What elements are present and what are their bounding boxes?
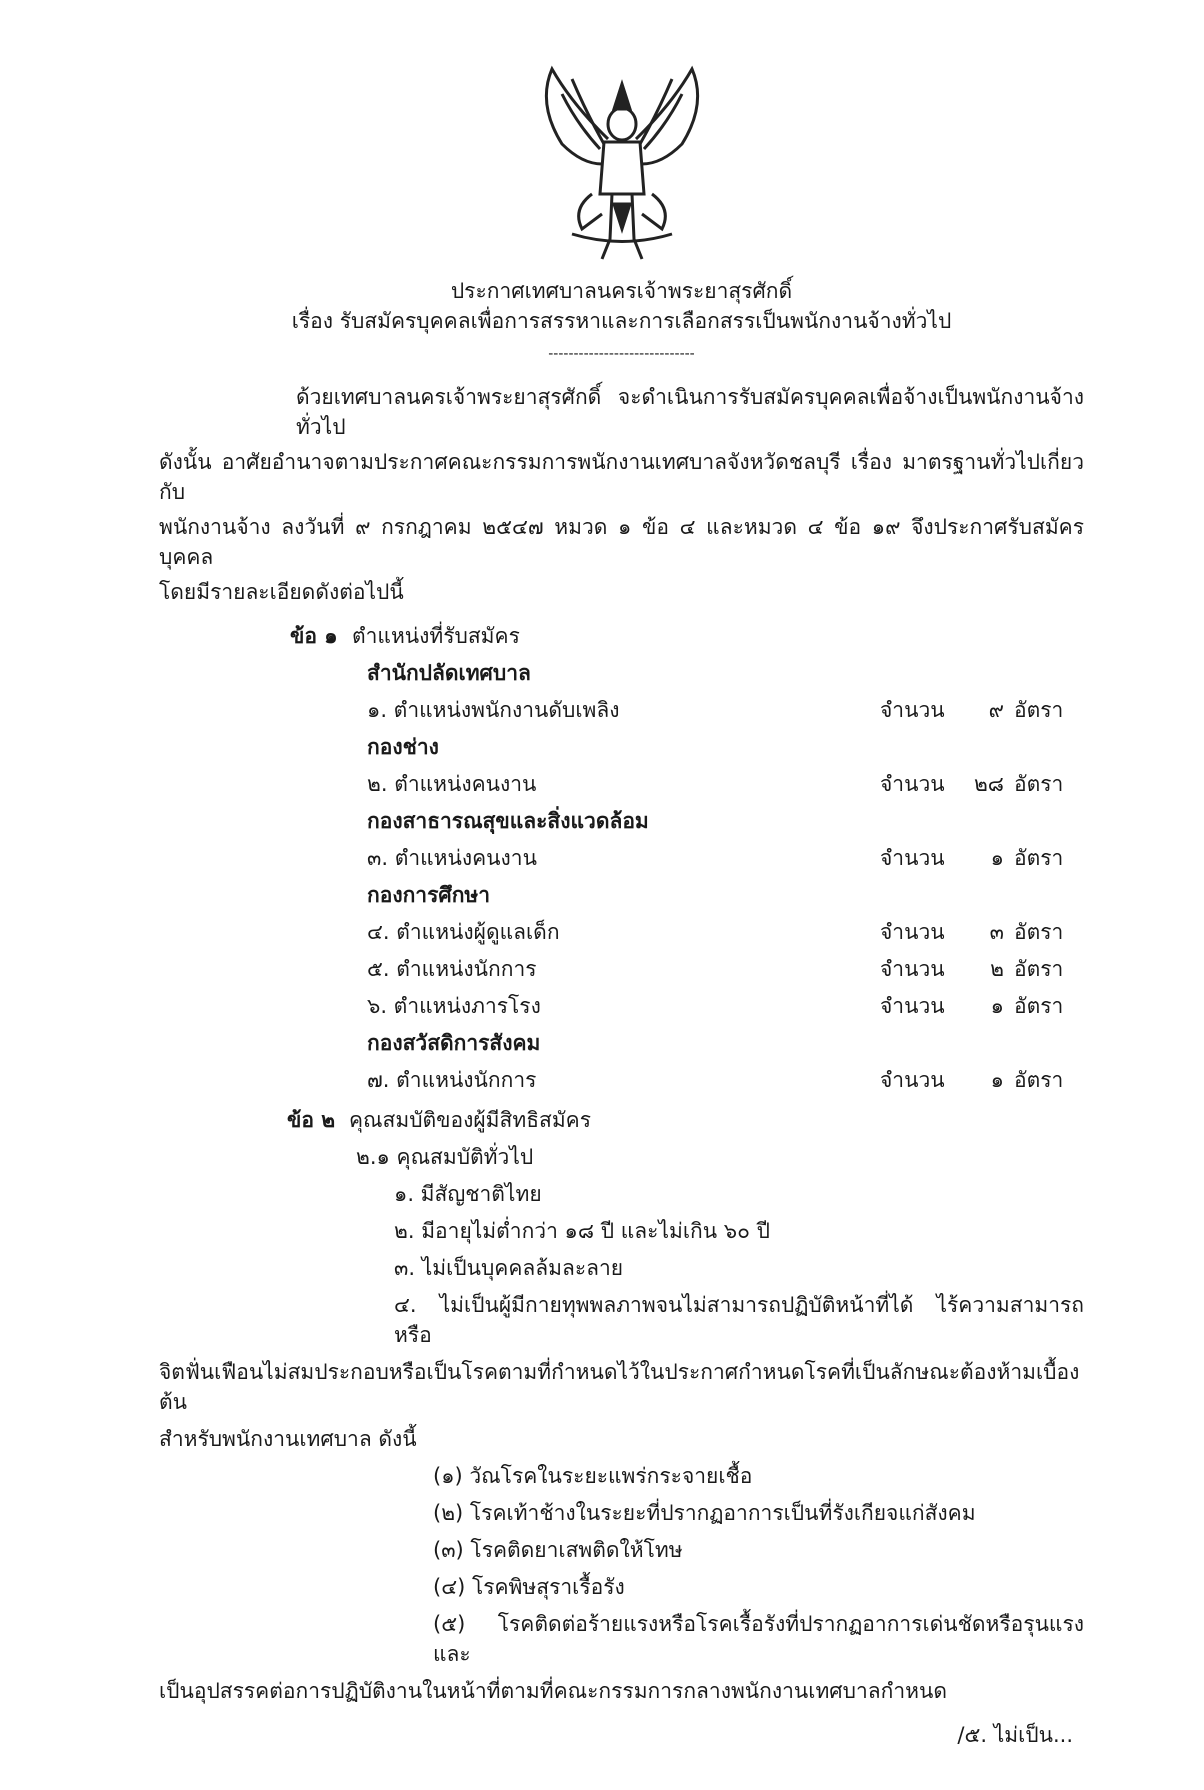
- qualification-item: ๒. มีอายุไม่ต่ำกว่า ๑๘ ปี และไม่เกิน ๖๐ ปี: [394, 1219, 770, 1243]
- announcement-subject: เรื่อง รับสมัครบุคคลเพื่อการสรรหาและการเลือกสรรเป็นพนักงานจ้างทั่วไป: [291, 309, 952, 333]
- position-title: ๗. ตำแหน่งนักการ: [367, 1068, 537, 1092]
- position-title: ๒. ตำแหน่งคนงาน: [367, 772, 537, 796]
- position-row: [367, 843, 1084, 873]
- continued-marker: /๕. ไม่เป็น...: [957, 1723, 1073, 1747]
- count-unit: อัตรา: [1014, 994, 1064, 1018]
- count-label: จำนวน: [880, 1068, 945, 1092]
- department-heading: กองสาธารณสุขและสิ่งแวดล้อม: [367, 809, 649, 833]
- department-heading: กองการศึกษา: [367, 883, 491, 907]
- disease-item: (๕) โรคติดต่อร้ายแรงหรือโรคเรื้อรังที่ปรากฏอาการเด่นชัดหรือรุนแรงและ: [433, 1612, 1084, 1666]
- position-title: ๓. ตำแหน่งคนงาน: [367, 846, 537, 870]
- qualification-continuation: สำหรับพนักงานเทศบาล ดังนี้: [159, 1427, 417, 1451]
- count-label: จำนวน: [880, 920, 945, 944]
- disease-item: (๒) โรคเท้าช้างในระยะที่ปรากฏอาการเป็นที่รังเกียจแก่สังคม: [433, 1501, 976, 1525]
- position-row: [367, 1065, 1084, 1095]
- intro-line: ด้วยเทศบาลนครเจ้าพระยาสุรศักดิ์ จะดำเนินการรับสมัครบุคคลเพื่อจ้างเป็นพนักงานจ้างทั่วไป: [296, 385, 1084, 439]
- section1-label: ข้อ ๑: [290, 624, 338, 648]
- disease-item: (๑) วัณโรคในระยะแพร่กระจายเชื้อ: [433, 1464, 753, 1488]
- announcement-title: ประกาศเทศบาลนครเจ้าพระยาสุรศักดิ์: [450, 279, 793, 303]
- position-count: ๓: [989, 920, 1004, 944]
- count-unit: อัตรา: [1014, 846, 1064, 870]
- positions-list: [290, 658, 1084, 1095]
- count-unit: อัตรา: [1014, 1068, 1064, 1092]
- intro-line: พนักงานจ้าง ลงวันที่ ๙ กรกฎาคม ๒๕๔๗ หมวด ๑ ข้อ ๔ และหมวด ๔ ข้อ ๑๙ จึงประกาศรับสมัครบุคคล: [159, 515, 1084, 569]
- position-title: ๕. ตำแหน่งนักการ: [367, 957, 537, 981]
- intro-line: โดยมีรายละเอียดดังต่อไปนี้: [159, 580, 404, 604]
- qualification-continuation: จิตฟั่นเฟือนไม่สมประกอบหรือเป็นโรคตามที่กำหนดไว้ในประกาศกำหนดโรคที่เป็นลักษณะต้องห้ามเบื้องต้น: [159, 1360, 1080, 1414]
- position-count: ๑: [990, 846, 1004, 870]
- count-label: จำนวน: [880, 994, 945, 1018]
- qualification-item: ๑. มีสัญชาติไทย: [394, 1182, 542, 1206]
- count-unit: อัตรา: [1014, 772, 1064, 796]
- department-heading: สำนักปลัดเทศบาล: [367, 661, 531, 685]
- position-count: ๑: [990, 994, 1004, 1018]
- intro-paragraph: [159, 382, 1084, 607]
- position-title: ๖. ตำแหน่งภารโรง: [367, 994, 541, 1018]
- disease-item: (๔) โรคพิษสุราเรื้อรัง: [433, 1575, 625, 1599]
- qualification-item: ๔. ไม่เป็นผู้มีกายทุพพลภาพจนไม่สามารถปฏิบัติหน้าที่ได้ ไร้ความสามารถ หรือ: [394, 1293, 1084, 1347]
- disease-item: (๓) โรคติดยาเสพติดให้โทษ: [433, 1538, 683, 1562]
- section2: [159, 1105, 1084, 1135]
- count-label: จำนวน: [880, 846, 945, 870]
- count-unit: อัตรา: [1014, 920, 1064, 944]
- position-row: [367, 991, 1084, 1021]
- count-label: จำนวน: [880, 957, 945, 981]
- position-count: ๒: [990, 957, 1004, 981]
- position-count: ๑: [990, 1068, 1004, 1092]
- position-row: [367, 695, 1084, 725]
- divider: -----------------------------: [548, 346, 695, 362]
- disease-continuation: เป็นอุปสรรคต่อการปฏิบัติงานในหน้าที่ตามที่คณะกรรมการกลางพนักงานเทศบาลกำหนด: [159, 1679, 947, 1703]
- intro-line: ดังนั้น อาศัยอำนาจตามประกาศคณะกรรมการพนักงานเทศบาลจังหวัดชลบุรี เรื่อง มาตรฐานทั่วไปเกี่ยวกับ: [159, 450, 1084, 504]
- section2-title: คุณสมบัติของผู้มีสิทธิสมัคร: [349, 1108, 591, 1132]
- qualification-item: ๓. ไม่เป็นบุคคลล้มละลาย: [394, 1256, 624, 1280]
- position-row: [367, 954, 1084, 984]
- position-title: ๑. ตำแหน่งพนักงานดับเพลิง: [367, 698, 620, 722]
- garuda-emblem: [531, 64, 713, 264]
- department-heading: กองสวัสดิการสังคม: [367, 1031, 541, 1055]
- position-count: ๒๘: [973, 772, 1004, 796]
- section1-title: ตำแหน่งที่รับสมัคร: [352, 624, 520, 648]
- position-row: [367, 917, 1084, 947]
- section1: [159, 621, 1084, 1095]
- position-count: ๙: [988, 698, 1004, 722]
- count-label: จำนวน: [880, 772, 945, 796]
- count-label: จำนวน: [880, 698, 945, 722]
- position-title: ๔. ตำแหน่งผู้ดูแลเด็ก: [367, 920, 560, 944]
- position-row: [367, 769, 1084, 799]
- department-heading: กองช่าง: [367, 735, 439, 759]
- section2-label: ข้อ ๒: [287, 1108, 336, 1132]
- section2-subtitle: ๒.๑ คุณสมบัติทั่วไป: [356, 1145, 534, 1169]
- count-unit: อัตรา: [1014, 957, 1064, 981]
- count-unit: อัตรา: [1014, 698, 1064, 722]
